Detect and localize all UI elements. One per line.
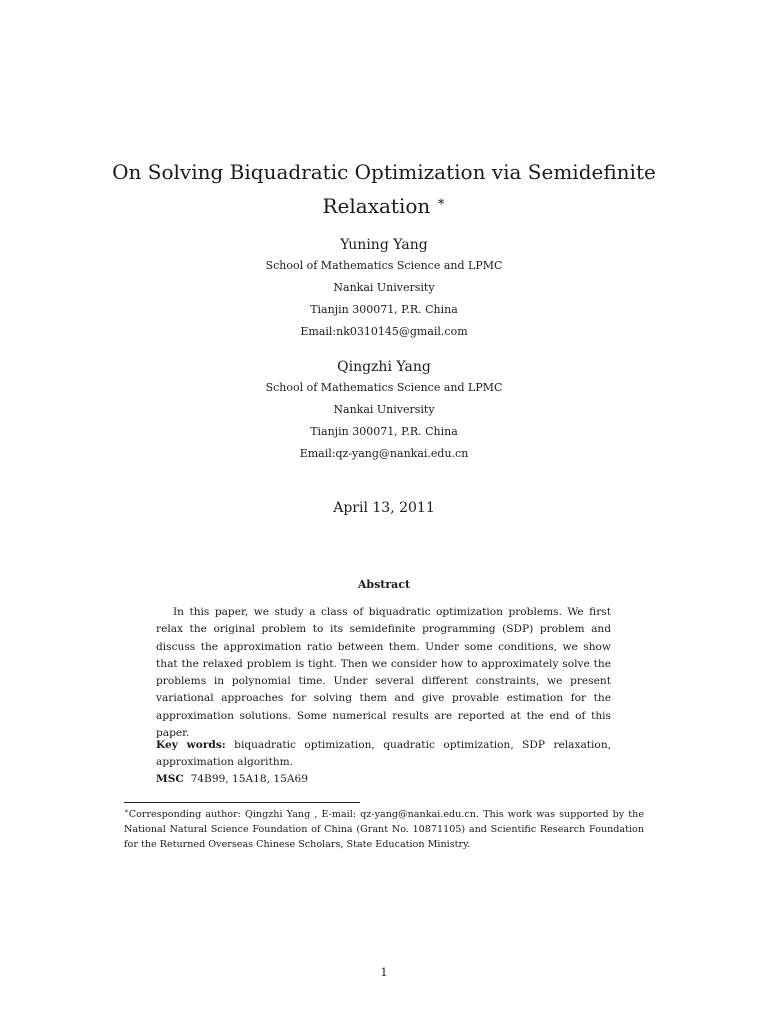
author-affiliation-line: School of Mathematics Science and LPMC: [265, 381, 503, 394]
footnote-rule: [124, 802, 360, 803]
abstract-body: [156, 604, 611, 742]
msc-label: MSC: [156, 773, 184, 785]
msc-codes: 74B99, 15A18, 15A69: [190, 773, 308, 785]
footnote-marker: ∗: [124, 807, 129, 815]
author-affiliation-line: Tianjin 300071, P.R. China: [310, 425, 458, 438]
page-number: 1: [380, 966, 388, 979]
keywords-label: Key words:: [156, 739, 226, 751]
paper-title-text: On Solving Biquadratic Optimization via Semidefinite Relaxation: [112, 160, 656, 219]
author-affiliation-line: Nankai University: [333, 403, 435, 416]
abstract-text: In this paper, we study a class of biquadratic optimization problems. We first relax the original problem to its semidefinite programming (SDP) problem and discuss the approximation ratio between them. Under some conditions, we show that the relaxed problem is tight. Then we consider how to approximately solve the problems in polynomial time. Under several different constraints, we present variational approaches for solving them and give provable estimation for the approximation solutions. Some numerical results are reported at the end of this paper.: [156, 606, 611, 740]
footnote: [124, 804, 644, 852]
keywords-line: [156, 737, 611, 771]
paper-title: [60, 155, 708, 223]
author-name: Qingzhi Yang: [337, 359, 431, 375]
title-footnote-marker: ∗: [436, 194, 446, 210]
author-block-1: [0, 235, 768, 343]
author-block-2: [0, 357, 768, 465]
author-affiliation-line: Tianjin 300071, P.R. China: [310, 303, 458, 316]
keywords-section: [156, 737, 611, 788]
author-name: Yuning Yang: [340, 237, 428, 253]
keywords-text: biquadratic optimization, quadratic optimization, SDP relaxation, approximation algorithm.: [156, 739, 612, 768]
author-email: Email:nk0310145@gmail.com: [300, 325, 468, 338]
abstract-heading: Abstract: [357, 578, 411, 591]
paper-date: April 13, 2011: [333, 500, 435, 516]
footnote-text: Corresponding author: Qingzhi Yang , E-mail: qz-yang@nankai.edu.cn. This work was supported by the National Natural Science Foundation of China (Grant No. 10871105) and Scientific Research Foundation for the Returned Overseas Chinese Scholars, State Education Ministry.: [124, 809, 644, 851]
author-affiliation-line: School of Mathematics Science and LPMC: [265, 259, 503, 272]
msc-line: [156, 771, 611, 788]
author-affiliation-line: Nankai University: [333, 281, 435, 294]
author-email: Email:qz-yang@nankai.edu.cn: [299, 447, 469, 460]
